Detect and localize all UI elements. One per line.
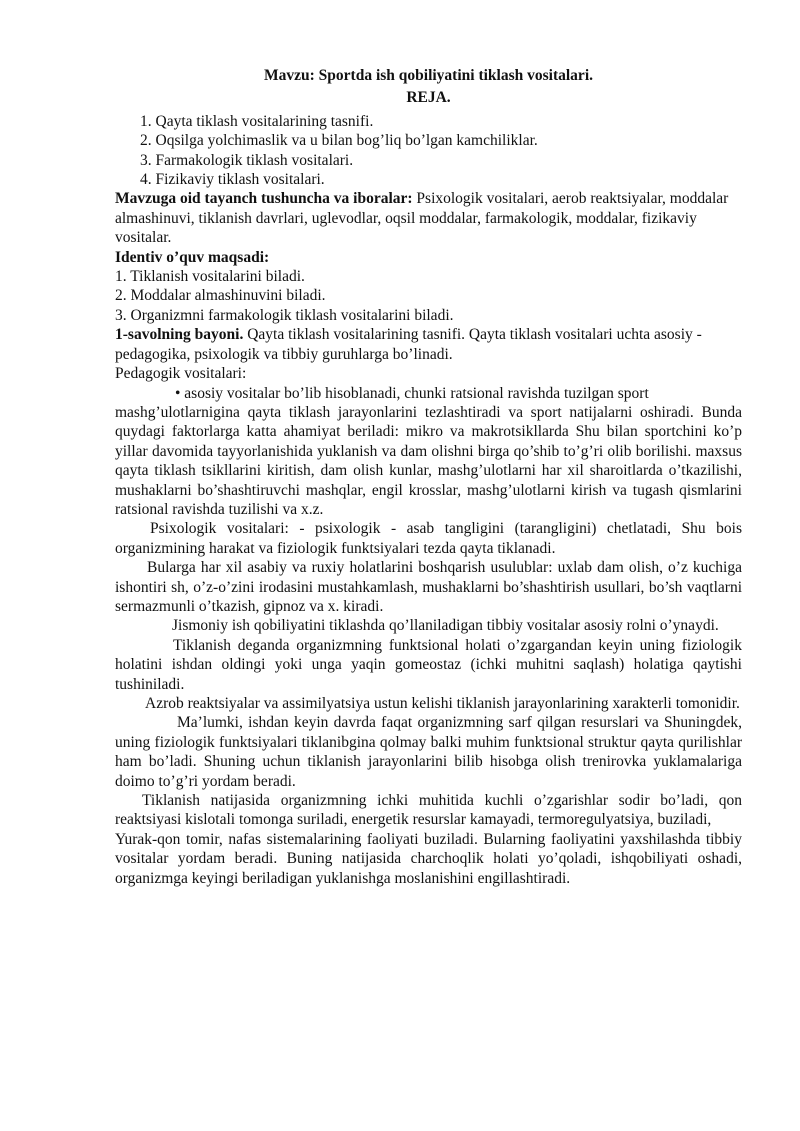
document-page [115, 66, 742, 888]
goal-item: 2. Moddalar almashinuvini biladi. [115, 287, 326, 305]
paragraph-recovery-definition: Tiklanish deganda organizmning funktsional holati o’zgargandan keyin uning fiziologik holatini ishdan oldingi yoki unga yaqin gomeostaz (ichki muhitni saqlash) holatiga qaytishi tushiniladi. [115, 636, 742, 693]
plan-item: 2. Oqsilga yolchimaslik va u bilan bog’liq bo’lgan kamchiliklar. [140, 132, 538, 150]
keywords-paragraph [115, 189, 742, 247]
plan-item: 4. Fizikaviy tiklash vositalari. [140, 171, 325, 189]
paragraph-cardio: Yurak-qon tomir, nafas sistemalarining faoliyati buziladi. Bularning faoliyatini yaxshilashda tibbiy vositalar yordam beradi. Buning natijasida charchoqlik holati yo’qoladi, ishqobiliyati oshadi, organizmga keyingi beriladigan yuklanishga moslanishini engillashtiradi. [115, 830, 742, 887]
goal-item: 3. Organizmni farmakologik tiklash vositalarini biladi. [115, 306, 454, 324]
bullet-first-line: • asosiy vositalar bo’lib hisoblanadi, chunki ratsional ravishda tuzilgan sport [175, 384, 649, 402]
keywords-label: Mavzuga oid tayanch tushuncha va iboralar: [115, 190, 413, 208]
question-1-text: Qayta tiklash vositalarining tasnifi. Qayta tiklash vositalari uchta asosiy - pedagogika, psixologik va tibbiy guruhlarga bo’linadi. [115, 326, 702, 363]
goals-heading: Identiv o’quv maqsadi: [115, 248, 270, 266]
paragraph-resources: Ma’lumki, ishdan keyin davrda faqat organizmning sarf qilgan resurslari va Shuningdek, uning fiziologik funktsiyalari tiklanibgina qolmay balki muhim funktsional struktur qayta qurilishlar ham bo’ladi. Shuning uchun tiklanish jarayonlarini bilib hisobga olish trenirovka yuklamalariga doimo to’g’ri yordam beradi. [115, 714, 742, 790]
goal-item: 1. Tiklanish vositalarini biladi. [115, 268, 305, 286]
paragraph-methods: Bularga har xil asabiy va ruxiy holatlarini boshqarish usulublar: uxlab dam olish, o’z kuchiga ishontiri sh, o’z-o’zini irodasini mustahkamlash, mushaklarni bo’shashtirish usullari, bo’sh vaqtlarni sermazmunli o’tkazish, gipnoz va x. kiradi. [115, 559, 742, 615]
paragraph-psychological: Psixologik vositalari: - psixologik - asab tangligini (tarangligini) chetlatadi, Shu bois organizmining harakat va fiziologik funktsiyalari tezda qayta tiklanadi. [115, 520, 742, 557]
paragraph-internal-changes: Tiklanish natijasida organizmning ichki muhitida kuchli o’zgarishlar sodir bo’ladi, qon reaktsiyasi kislotali tomonga suriladi, energetik resurslar kamayadi, termoregulyatsiya, buziladi, [115, 792, 742, 829]
question-1-label: 1-savolning bayoni. [115, 326, 244, 344]
document-title: Mavzu: Sportda ish qobiliyatini tiklash vositalari. [264, 67, 593, 84]
question-1-paragraph [115, 325, 742, 364]
pedagogic-paragraph: mashg’ulotlarnigina qayta tiklash jarayonlarini tezlashtiradi va sport natijalarni oshiradi. Bunda quydagi faktorlarga katta ahamiyat beriladi: mikro va makrotsikllarda Shu bilan sportchini ko’p yillar davomida tayyorlanishida yuklanish va dam olishni birga qo’shib to’g’ri olib borilishi. maxsus qayta tiklash tsikllarini kiritish, dam olish kunlar, mashg’ulotlarni har xil sharoitlarda o’tkazilishi, mushaklarni bo’shashtiruvchi mashqlar, engil krosslar, mashg’ulotlarni kirish va tugash qismlarini ratsional ravishda tuzilishi va x.z. [115, 403, 742, 518]
plan-heading: REJA. [406, 89, 451, 107]
keywords-text: Psixologik vositalari, aerob reaktsiyalar, moddalar almashinuvi, tiklanish davrlari, uglevodlar, oqsil moddalar, farmakologik, moddalar, fizikaviy vositalar. [115, 190, 729, 247]
plan-item: 1. Qayta tiklash vositalarining tasnifi. [140, 112, 374, 130]
plan-item: 3. Farmakologik tiklash vositalari. [140, 151, 354, 169]
paragraph-aerobic: Azrob reaktsiyalar va assimilyatsiya ustun kelishi tiklanish jarayonlarining xarakterli tomonidir. [145, 695, 740, 712]
paragraph-medical: Jismoniy ish qobiliyatini tiklashda qo’llaniladigan tibbiy vositalar asosiy rolni o’ynaydi. [172, 617, 719, 635]
pedagogic-label: Pedagogik vositalari: [115, 365, 247, 383]
plan-list [115, 112, 742, 190]
